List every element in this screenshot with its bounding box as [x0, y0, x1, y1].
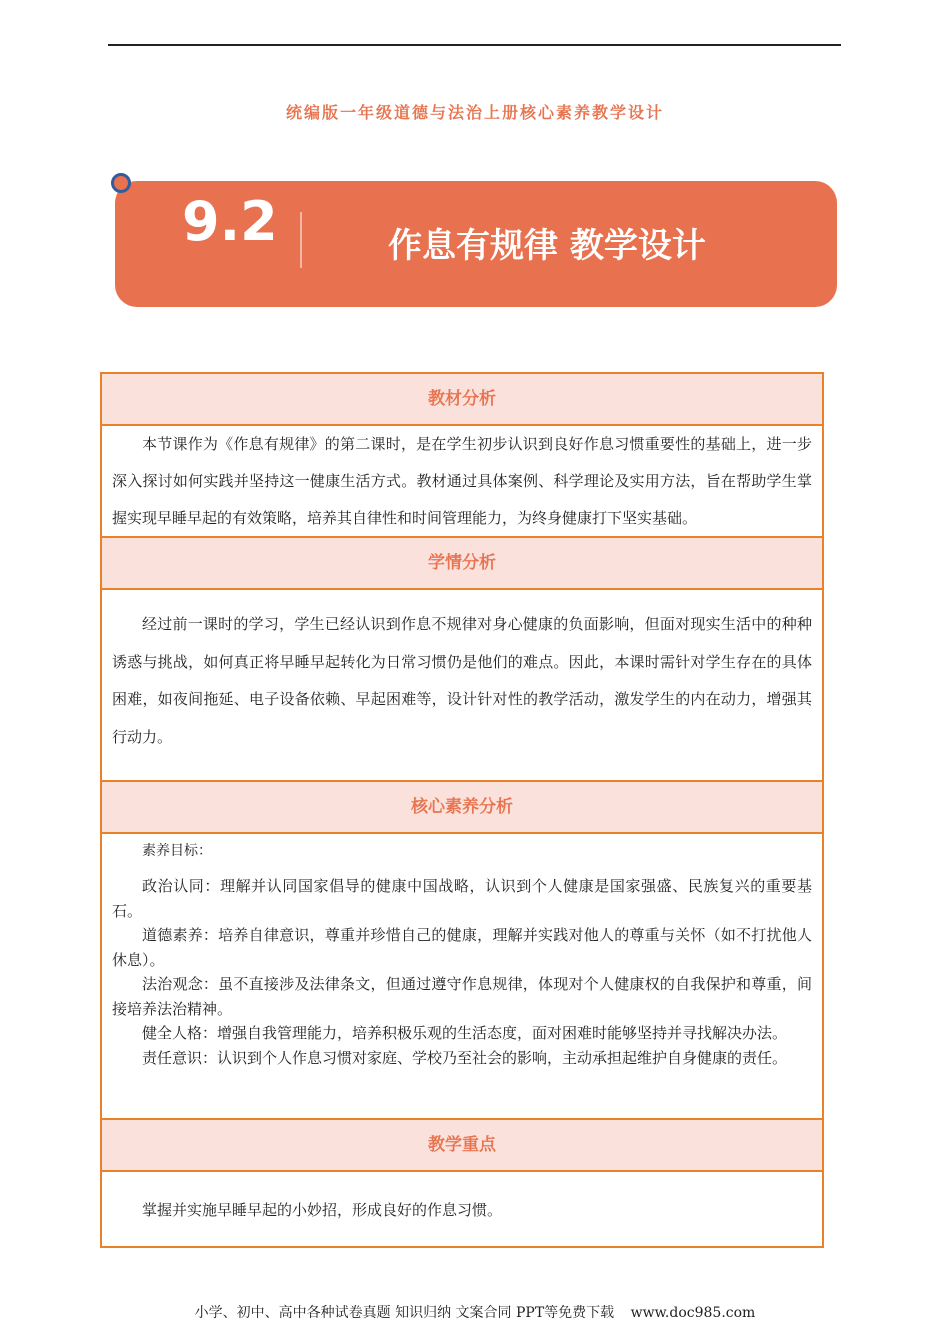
- section-body-core: [100, 834, 824, 1120]
- lesson-number: 9.2: [182, 190, 278, 253]
- top-rule: [108, 44, 841, 46]
- banner-dot-icon: [111, 173, 131, 193]
- series-title: 统编版一年级道德与法治上册核心素养教学设计: [285, 103, 664, 122]
- material-text: 本节课作为《作息有规律》的第二课时，是在学生初步认识到良好作息习惯重要性的基础上，进一步深入探讨如何实践并坚持这一健康生活方式。教材通过具体案例、科学理论及实用方法，旨在帮助学生掌握实现早睡早起的有效策略，培养其自律性和时间管理能力，为终身健康打下坚实基础。: [112, 435, 812, 527]
- footer-url: www.doc985.com: [630, 1305, 756, 1321]
- section-header-students: 学情分析: [100, 536, 824, 590]
- footer-text: 小学、初中、高中各种试卷真题 知识归纳 文案合同 PPT等免费下载: [194, 1305, 615, 1321]
- section-body-key: [100, 1172, 824, 1248]
- lesson-title: 作息有规律 教学设计: [388, 226, 706, 266]
- section-header-key: 教学重点: [100, 1118, 824, 1172]
- section-body-material: [100, 426, 824, 538]
- section-header-material: 教材分析: [100, 372, 824, 426]
- goal-item: 法治观念：虽不直接涉及法律条文，但通过遵守作息规律，体现对个人健康权的自我保护和尊重，间接培养法治精神。: [112, 975, 812, 1018]
- goal-item: 健全人格：增强自我管理能力，培养积极乐观的生活态度，面对困难时能够坚持并寻找解决办法。: [142, 1024, 788, 1042]
- banner-divider: [300, 212, 302, 268]
- students-text: 经过前一课时的学习，学生已经认识到作息不规律对身心健康的负面影响，但面对现实生活中的种种诱惑与挑战，如何真正将早睡早起转化为日常习惯仍是他们的难点。因此，本课时需针对学生存在的具体困难，如夜间拖延、电子设备依赖、早起困难等，设计针对性的教学活动，激发学生的内在动力，增强其行动力。: [112, 615, 812, 746]
- key-text: 掌握并实施早睡早起的小妙招，形成良好的作息习惯。: [142, 1201, 503, 1219]
- goal-item: 政治认同：理解并认同国家倡导的健康中国战略，认识到个人健康是国家强盛、民族复兴的重要基石。: [112, 877, 812, 920]
- goal-item: 责任意识：认识到个人作息习惯对家庭、学校乃至社会的影响，主动承担起维护自身健康的责任。: [142, 1048, 788, 1067]
- footer: [0, 1302, 950, 1322]
- goal-heading: 素养目标：: [142, 843, 212, 859]
- section-header-core: 核心素养分析: [100, 780, 824, 834]
- goal-item: 道德素养：培养自律意识，尊重并珍惜自己的健康，理解并实践对他人的尊重与关怀（如不打扰他人休息）。: [112, 926, 812, 969]
- section-body-students: [100, 590, 824, 782]
